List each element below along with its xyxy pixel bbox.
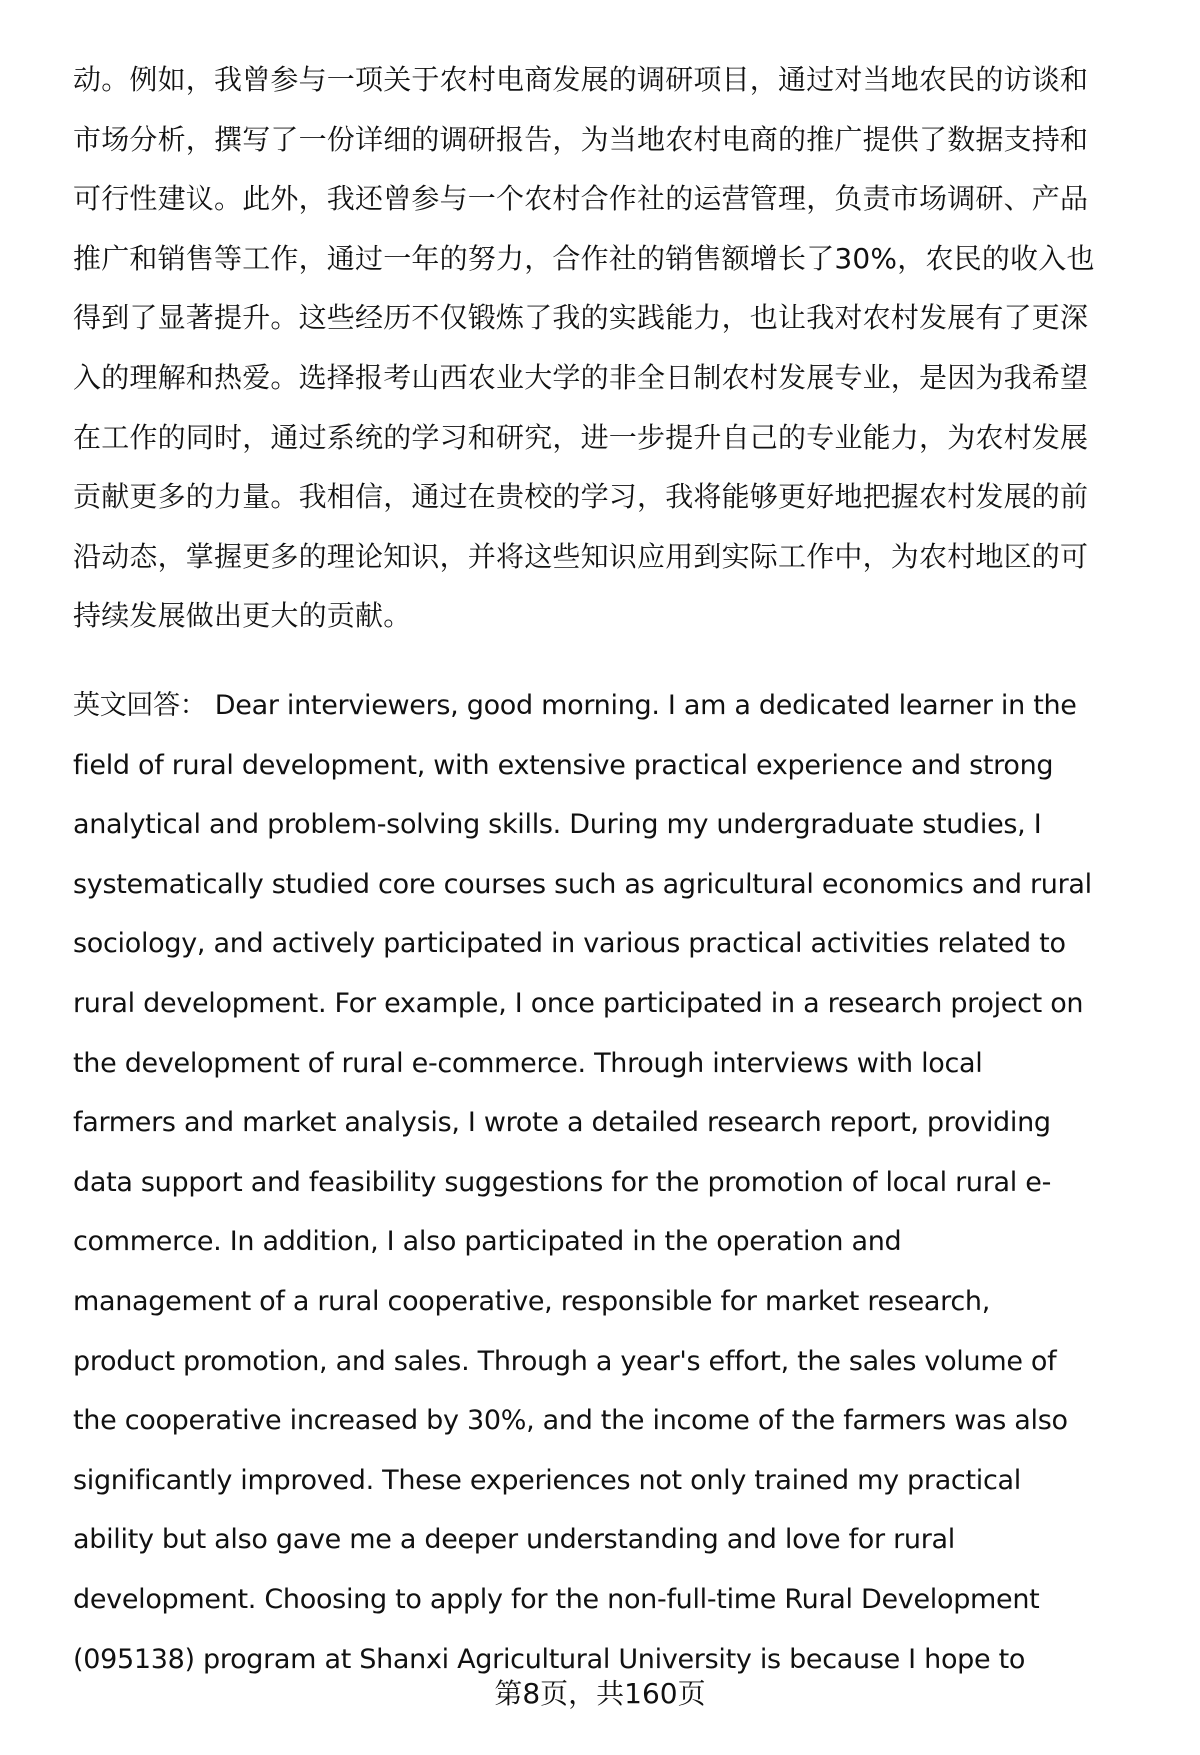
text-line: (095138) program at Shanxi Agricultural University is because I hope to (73, 1643, 1026, 1675)
text-line: management of a rural cooperative, responsible for market research, (73, 1286, 991, 1317)
text-line: 可行性建议。此外，我还曾参与一个农村合作社的运营管理，负责市场调研、产品 (73, 182, 1089, 216)
text-line: 动。例如，我曾参与一项关于农村电商发展的调研项目，通过对当地农民的访谈和 (73, 63, 1089, 96)
text-line: 沿动态，掌握更多的理论知识，并将这些知识应用到实际工作中，为农村地区的可 (73, 539, 1089, 573)
text-line: commerce. In addition, I also participated in the operation and (73, 1226, 902, 1258)
text-line: product promotion, and sales. Through a year's effort, the sales volume of (73, 1345, 1057, 1377)
text-line: 英文回答： Dear interviewers, good morning. I am a dedicated learner in the (73, 690, 1077, 721)
text-line: sociology, and actively participated in various practical activities related to (73, 928, 1066, 960)
text-line: farmers and market analysis, I wrote a detailed research report, providing (73, 1107, 1051, 1139)
text-line: the cooperative increased by 30%, and the income of the farmers was also (73, 1405, 1068, 1437)
text-line: 入的理解和热爱。选择报考山西农业大学的非全日制农村发展专业，是因为我希望 (73, 361, 1089, 394)
text-line: 推广和销售等工作，通过一年的努力，合作社的销售额增长了30%，农民的收入也 (73, 241, 1095, 275)
text-line: 持续发展做出更大的贡献。 (73, 599, 412, 633)
text-line: rural development. For example, I once participated in a research project on (73, 988, 1084, 1019)
text-line: development. Choosing to apply for the non-full-time Rural Development (73, 1584, 1040, 1615)
page-number-footer: 第8页，共160页 (494, 1677, 706, 1710)
text-line: significantly improved. These experiences not only trained my practical (73, 1464, 1021, 1496)
text-line: 得到了显著提升。这些经历不仅锻炼了我的实践能力，也让我对农村发展有了更深 (73, 301, 1089, 335)
text-line: field of rural development, with extensive practical experience and strong (73, 749, 1054, 781)
text-line: 市场分析，撰写了一份详细的调研报告，为当地农村电商的推广提供了数据支持和 (73, 122, 1089, 156)
text-line: the development of rural e-commerce. Through interviews with local (73, 1047, 983, 1079)
text-line: data support and feasibility suggestions for the promotion of local rural e- (73, 1166, 1052, 1198)
text-line: 贡献更多的力量。我相信，通过在贵校的学习，我将能够更好地把握农村发展的前 (73, 480, 1089, 514)
text-line: systematically studied core courses such as agricultural economics and rural (73, 868, 1092, 900)
text-line: 在工作的同时，通过系统的学习和研究，进一步提升自己的专业能力，为农村发展 (73, 420, 1089, 454)
text-line: ability but also gave me a deeper understanding and love for rural (73, 1524, 955, 1556)
text-line: analytical and problem-solving skills. During my undergraduate studies, I (73, 809, 1042, 841)
